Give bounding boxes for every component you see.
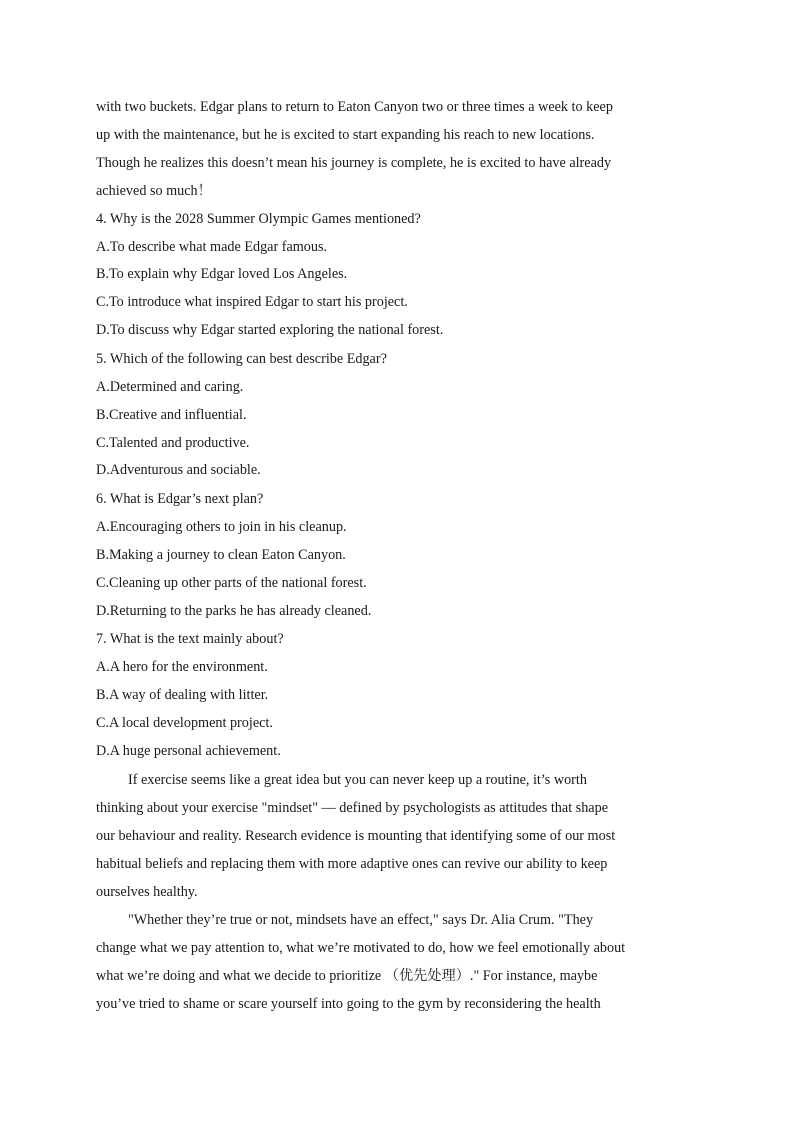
passage-line: change what we pay attention to, what we’re motivated to do, how we feel emotionally about [96, 939, 626, 956]
option-b: B.Creative and influential. [96, 406, 247, 423]
passage-line: habitual beliefs and replacing them with more adaptive ones can revive our ability to keep [96, 855, 608, 872]
passage-paragraph-2 [96, 906, 696, 1018]
passage-line: up with the maintenance, but he is excited to start expanding his reach to new locations. [96, 127, 595, 143]
question-5 [96, 345, 696, 485]
question-stem: 6. What is Edgar’s next plan? [96, 491, 264, 508]
option-d: D.Returning to the parks he has already cleaned. [96, 602, 372, 619]
passage-line: achieved so much！ [96, 183, 212, 199]
passage-line: ourselves healthy. [96, 883, 198, 900]
question-stem: 5. Which of the following can best describe Edgar? [96, 351, 387, 368]
option-a: A.Encouraging others to join in his cleanup. [96, 518, 347, 535]
option-d: D.To discuss why Edgar started exploring the national forest. [96, 322, 444, 339]
option-c: C.To introduce what inspired Edgar to start his project. [96, 294, 408, 311]
passage-ending [96, 93, 696, 205]
question-stem: 7. What is the text mainly about? [96, 631, 284, 648]
passage-paragraph-1 [96, 766, 696, 906]
passage-line: our behaviour and reality. Research evidence is mounting that identifying some of our most [96, 827, 616, 844]
option-c: C.Talented and productive. [96, 434, 250, 451]
option-a: A.To describe what made Edgar famous. [96, 238, 328, 255]
document-page [96, 93, 696, 1018]
question-4 [96, 205, 696, 345]
option-b: B.To explain why Edgar loved Los Angeles. [96, 266, 348, 283]
passage-line: thinking about your exercise "mindset" — defined by psychologists as attitudes that shape [96, 799, 608, 816]
question-6 [96, 485, 696, 625]
passage-line: If exercise seems like a great idea but you can never keep up a routine, it’s worth [128, 771, 587, 788]
question-7 [96, 625, 696, 765]
option-b: B.Making a journey to clean Eaton Canyon. [96, 546, 346, 563]
question-stem: 4. Why is the 2028 Summer Olympic Games mentioned? [96, 211, 421, 227]
option-d: D.A huge personal achievement. [96, 742, 281, 759]
option-c: C.A local development project. [96, 714, 273, 731]
passage-line: with two buckets. Edgar plans to return to Eaton Canyon two or three times a week to keep [96, 99, 613, 115]
option-a: A.A hero for the environment. [96, 659, 268, 676]
passage-line: what we’re doing and what we decide to prioritize （优先处理）." For instance, maybe [96, 967, 598, 984]
passage-line: you’ve tried to shame or scare yourself into going to the gym by reconsidering the health [96, 995, 601, 1012]
option-d: D.Adventurous and sociable. [96, 462, 261, 479]
option-c: C.Cleaning up other parts of the national forest. [96, 574, 367, 591]
passage-line: "Whether they’re true or not, mindsets have an effect," says Dr. Alia Crum. "They [128, 911, 594, 928]
option-b: B.A way of dealing with litter. [96, 686, 269, 703]
passage-line: Though he realizes this doesn’t mean his journey is complete, he is excited to have already [96, 155, 612, 171]
option-a: A.Determined and caring. [96, 378, 244, 395]
